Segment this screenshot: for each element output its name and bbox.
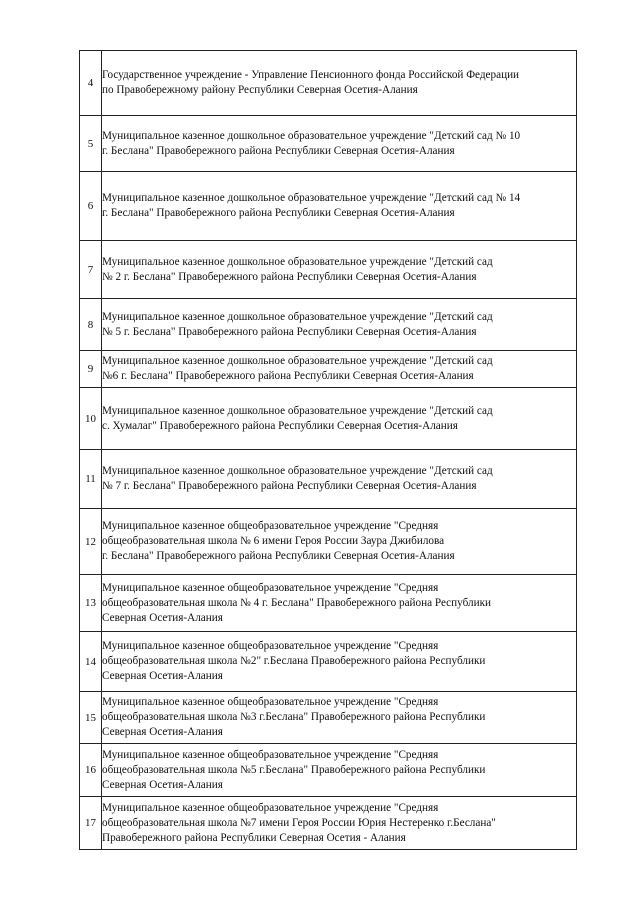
table-row — [80, 509, 577, 575]
table-row — [80, 241, 577, 299]
organization-name: Муниципальное казенное дошкольное образовательное учреждение "Детский сад с. Хумалаг" Правобережного района Республики Северная Осетия-Алания — [102, 388, 577, 450]
table-row — [80, 744, 577, 797]
table-row — [80, 388, 577, 450]
organizations-table — [79, 50, 577, 850]
organization-name: Муниципальное казенное дошкольное образовательное учреждение "Детский сад № 10 г. Беслана" Правобережного района Республики Северная Осетия-Алания — [102, 116, 577, 172]
organization-name: Муниципальное казенное дошкольное образовательное учреждение "Детский сад №6 г. Беслана" Правобережного района Республики Северная Осетия-Алания — [102, 351, 577, 388]
table-row — [80, 450, 577, 509]
organization-name: Муниципальное казенное дошкольное образовательное учреждение "Детский сад № 7 г. Беслана" Правобережного района Республики Северная Осетия-Алания — [102, 450, 577, 509]
organization-name: Муниципальное казенное дошкольное образовательное учреждение "Детский сад № 5 г. Беслана" Правобережного района Республики Северная Осетия-Алания — [102, 299, 577, 351]
table-row — [80, 692, 577, 744]
row-number: 13 — [80, 575, 102, 632]
organization-name: Муниципальное казенное общеобразовательное учреждение "Средняя общеобразовательная школа № 6 имени Героя России Заура Джибилова г. Беслана" Правобережного района Республики Северная Осетия-Алания — [102, 509, 577, 575]
row-number: 14 — [80, 632, 102, 692]
organization-name: Муниципальное казенное общеобразовательное учреждение "Средняя общеобразовательная школа №7 имени Героя России Юрия Нестеренко г.Беслана" Правобережного района Республики Северная Осетия - Алания — [102, 797, 577, 850]
row-number: 15 — [80, 692, 102, 744]
row-number: 6 — [80, 172, 102, 241]
table-row — [80, 172, 577, 241]
organization-name: Государственное учреждение - Управление Пенсионного фонда Российской Федерации по Правобережному району Республики Северная Осетия-Алания — [102, 51, 577, 116]
row-number: 9 — [80, 351, 102, 388]
organization-name: Муниципальное казенное общеобразовательное учреждение "Средняя общеобразовательная школа №2" г.Беслана Правобережного района Республики Северная Осетия-Алания — [102, 632, 577, 692]
row-number: 5 — [80, 116, 102, 172]
table-row — [80, 575, 577, 632]
table-row — [80, 797, 577, 850]
organization-name: Муниципальное казенное дошкольное образовательное учреждение "Детский сад № 14 г. Беслана" Правобережного района Республики Северная Осетия-Алания — [102, 172, 577, 241]
row-number: 17 — [80, 797, 102, 850]
row-number: 11 — [80, 450, 102, 509]
organization-name: Муниципальное казенное общеобразовательное учреждение "Средняя общеобразовательная школа №5 г.Беслана" Правобережного района Республики Северная Осетия-Алания — [102, 744, 577, 797]
row-number: 10 — [80, 388, 102, 450]
row-number: 8 — [80, 299, 102, 351]
table-row — [80, 299, 577, 351]
row-number: 12 — [80, 509, 102, 575]
table-row — [80, 116, 577, 172]
organization-name: Муниципальное казенное общеобразовательное учреждение "Средняя общеобразовательная школа №3 г.Беслана" Правобережного района Республики Северная Осетия-Алания — [102, 692, 577, 744]
organization-name: Муниципальное казенное дошкольное образовательное учреждение "Детский сад № 2 г. Беслана" Правобережного района Республики Северная Осетия-Алания — [102, 241, 577, 299]
table-row — [80, 632, 577, 692]
row-number: 7 — [80, 241, 102, 299]
organization-name: Муниципальное казенное общеобразовательное учреждение "Средняя общеобразовательная школа № 4 г. Беслана" Правобережного района Республики Северная Осетия-Алания — [102, 575, 577, 632]
table-row — [80, 351, 577, 388]
row-number: 16 — [80, 744, 102, 797]
row-number: 4 — [80, 51, 102, 116]
table-row — [80, 51, 577, 116]
